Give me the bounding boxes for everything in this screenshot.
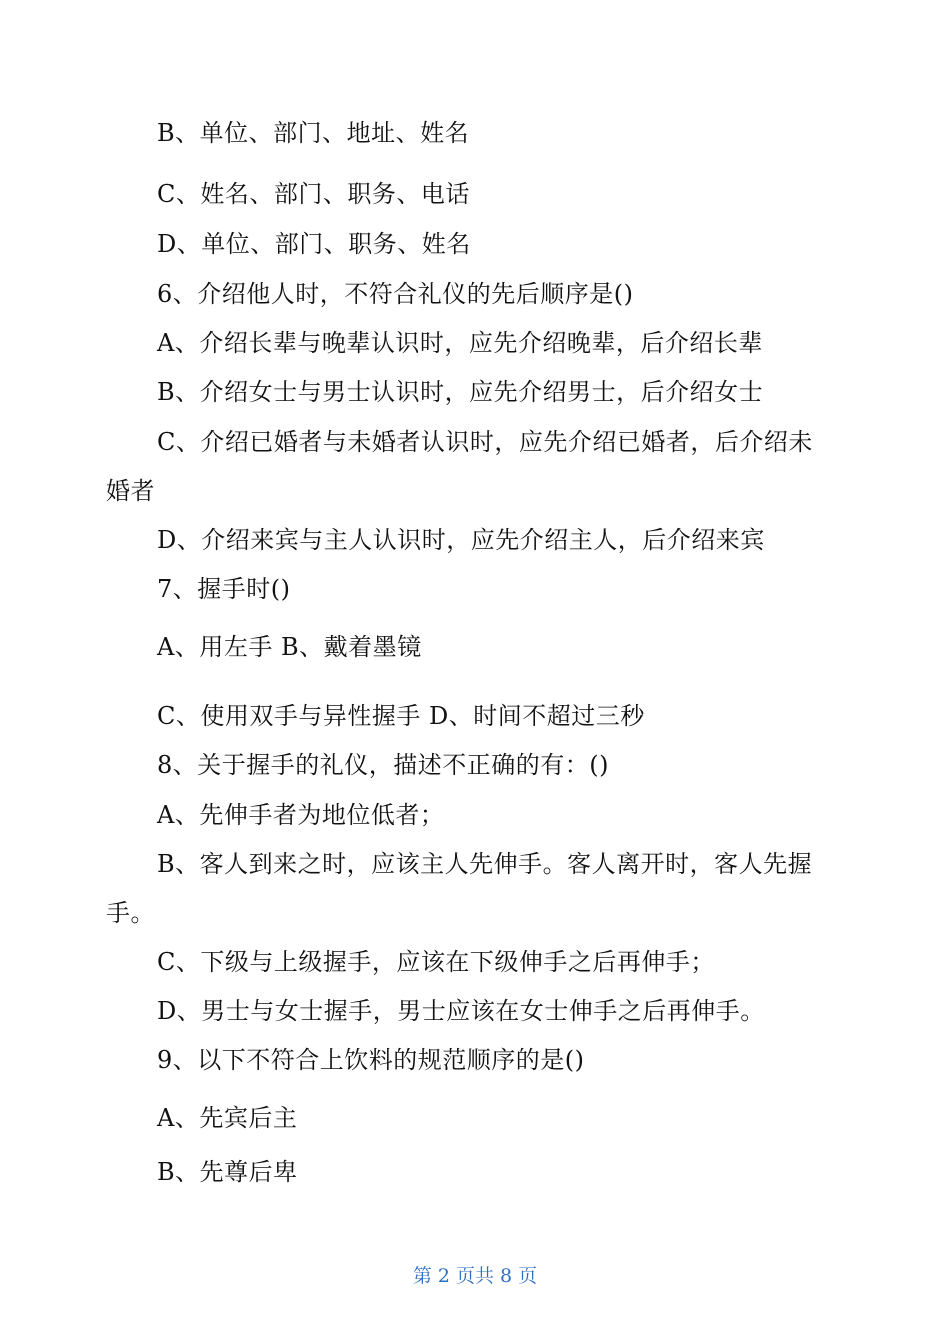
option-8d: D、男士与女士握手，男士应该在女士伸手之后再伸手。 xyxy=(157,997,765,1025)
option-6a: A、介绍长辈与晚辈认识时，应先介绍晚辈，后介绍长辈 xyxy=(157,329,763,357)
question-8: 8、关于握手的礼仪，描述不正确的有：() xyxy=(157,751,609,779)
option-8b: B、客人到来之时，应该主人先伸手。客人离开时，客人先握 xyxy=(157,850,813,878)
option-8a: A、先伸手者为地位低者； xyxy=(157,801,445,829)
option-8b-continued: 手。 xyxy=(106,899,155,927)
option-6c-continued: 婚者 xyxy=(106,477,155,505)
option-9b: B、先尊后卑 xyxy=(157,1158,298,1186)
option-6c: C、介绍已婚者与未婚者认识时，应先介绍已婚者，后介绍未 xyxy=(157,428,813,456)
option-5c: C、姓名、部门、职务、电话 xyxy=(157,180,470,208)
option-9a: A、先宾后主 xyxy=(157,1104,298,1132)
option-8c: C、下级与上级握手，应该在下级伸手之后再伸手； xyxy=(157,948,715,976)
options-7ab: A、用左手 B、戴着墨镜 xyxy=(157,633,422,661)
option-6d: D、介绍来宾与主人认识时，应先介绍主人，后介绍来宾 xyxy=(157,526,765,554)
options-7cd: C、使用双手与异性握手 D、时间不超过三秒 xyxy=(157,702,645,730)
option-6b: B、介绍女士与男士认识时，应先介绍男士，后介绍女士 xyxy=(157,378,764,406)
option-5b: B、单位、部门、地址、姓名 xyxy=(157,119,470,147)
question-9: 9、以下不符合上饮料的规范顺序的是() xyxy=(157,1046,585,1074)
page-number-footer: 第 2 页共 8 页 xyxy=(412,1265,538,1287)
question-6: 6、介绍他人时，不符合礼仪的先后顺序是() xyxy=(157,280,634,308)
option-5d: D、单位、部门、职务、姓名 xyxy=(157,230,471,258)
question-7: 7、握手时() xyxy=(157,575,291,603)
